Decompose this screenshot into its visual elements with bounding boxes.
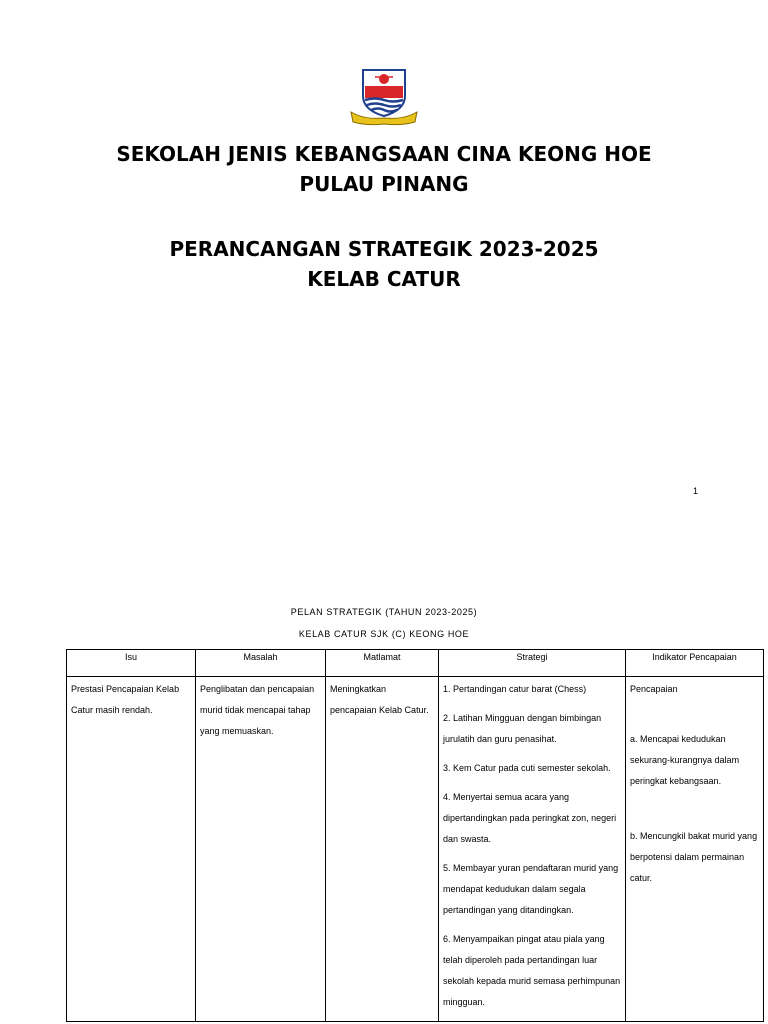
plan-title: PERANCANGAN STRATEGIK 2023-2025 — [169, 237, 599, 261]
cell-masalah: Penglibatan dan pencapaian murid tidak mencapai tahap yang memuaskan. — [196, 677, 326, 1022]
plan-page — [0, 560, 768, 1024]
plan-heading: PELAN STRATEGIK (TAHUN 2023-2025) — [290, 607, 478, 617]
page-number: 1 — [693, 486, 699, 496]
table-header-row — [67, 650, 764, 677]
school-name: SEKOLAH JENIS KEBANGSAAN CINA KEONG HOE — [116, 142, 652, 166]
club-name: KELAB CATUR — [307, 267, 461, 291]
strategy-item: 5. Membayar yuran pendaftaran murid yang mendapat kedudukan dalam segala pertandingan yang ditandingkan. — [443, 863, 619, 915]
plan-title-block — [0, 234, 768, 294]
indicator-b: b. Mencungkil bakat murid yang berpotensi dalam permainan catur. — [630, 831, 758, 883]
col-header-isu: Isu — [67, 650, 196, 677]
indicator-heading: Pencapaian — [630, 684, 678, 694]
strategy-item: 4. Menyertai semua acara yang dipertandingkan pada peringkat zon, negeri dan swasta. — [443, 792, 617, 844]
col-header-masalah: Masalah — [196, 650, 326, 677]
table-row — [67, 677, 764, 1022]
strategy-item: 1. Pertandingan catur barat (Chess) — [443, 684, 587, 694]
col-header-strategi: Strategi — [439, 650, 626, 677]
cell-isu: Prestasi Pencapaian Kelab Catur masih rendah. — [67, 677, 196, 1022]
school-crest-icon — [345, 66, 423, 126]
strategic-plan-table — [66, 649, 764, 1022]
strategy-item: 6. Menyampaikan pingat atau piala yang telah diperoleh pada pertandingan luar sekolah kepada murid semasa perhimpunan mingguan. — [443, 934, 621, 1007]
cell-strategi — [439, 677, 626, 1022]
school-title-block — [0, 139, 768, 199]
cell-matlamat: Meningkatkan pencapaian Kelab Catur. — [326, 677, 439, 1022]
strategy-item: 3. Kem Catur pada cuti semester sekolah. — [443, 763, 611, 773]
plan-subheading: KELAB CATUR SJK (C) KEONG HOE — [298, 629, 470, 639]
col-header-indikator: Indikator Pencapaian — [626, 650, 764, 677]
indicator-a: a. Mencapai kedudukan sekurang-kurangnya dalam peringkat kebangsaan. — [630, 734, 740, 786]
cell-indikator — [626, 677, 764, 1022]
col-header-matlamat: Matlamat — [326, 650, 439, 677]
school-location: PULAU PINANG — [299, 172, 469, 196]
strategy-item: 2. Latihan Mingguan dengan bimbingan jurulatih dan guru penasihat. — [443, 713, 602, 744]
